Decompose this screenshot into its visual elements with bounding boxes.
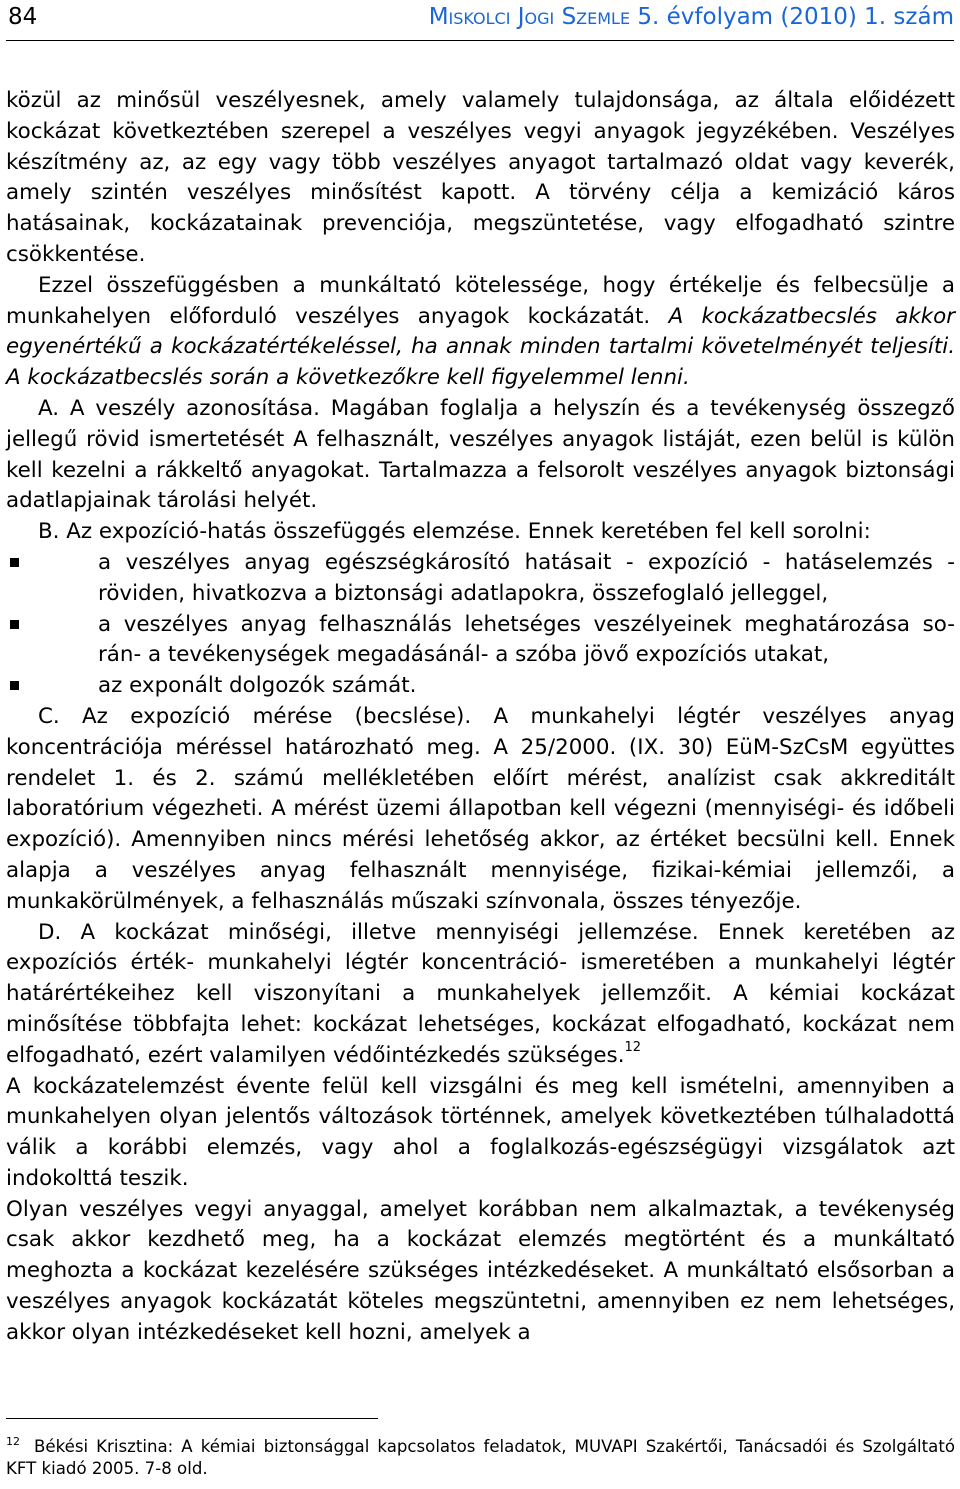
journal-name-part: Miskolci — [428, 4, 511, 30]
section-d — [6, 918, 955, 1072]
page-number: 84 — [8, 4, 38, 30]
page-header — [6, 2, 954, 32]
paragraph: Olyan veszélyes vegyi anyaggal, amelyet korábban nem alkalmaztak, a tevékenység csak akkor kezdhető meg, ha a kockázat elemzés megtörtént és a munkáltató meghozta a kockázat kezelésére szükséges intézkedéseket. A munkáltató elsősorban a veszélyes anyagok kockázatát köteles megszüntetni, amennyiben ez nem lehetséges, akkor olyan intézkedéseket kell hozni, amelyek a — [6, 1196, 955, 1345]
footnote-mark: 12 — [6, 1435, 20, 1449]
header-rule — [6, 40, 954, 41]
italic-sentence: A kockázatbecslés akkor egyenértékű a kockázatértékeléssel, ha annak minden tartalmi követelményét teljesíti. — [6, 303, 955, 360]
section-a — [6, 394, 955, 517]
body-text — [6, 86, 955, 1349]
sentence: közül az minősül veszélyesnek, amely valamely tulajdonsága, az általa előidézett kockázat következtében szerepel a veszélyes vegyi anyagok jegyzékében. Veszélyes készítmény az, az egy vagy több veszélyes anyagot tartalmazó oldat vagy keverék, amely szintén veszélyes minősítést kapott. — [6, 88, 955, 206]
section-heading: C. Az expozíció mérése (becslése). — [38, 703, 472, 729]
section-heading: A. A veszély azonosítása. — [38, 395, 320, 421]
square-bullet-icon — [10, 558, 19, 567]
sentence: A munkahelyi légtér veszélyes anyag koncentrációja méréssel határozható meg. A 25/2000. (IX. 30) EüM-SzCsM együttes rendelet 1. és 2. számú mellékletében előírt mérést, analízist csak akkreditált laboratórium végezheti. — [6, 703, 955, 822]
list-item — [6, 671, 955, 702]
sentence: Ennek keretében az expozíciós érték- munkahelyi légtér koncentráció- ismeretében a munkahelyi légtér határértékeihez kell viszonyítani a munkahelyek jellemzőit. — [6, 919, 955, 1007]
list-item-text: az exponált dolgozók számát. — [98, 673, 417, 699]
sentence: Ezzel összefüggésben a munkáltató kötelessége, hogy értékelje és felbecsülje a munkahelyen előforduló veszélyes anyagok kockázatát. — [6, 272, 955, 329]
journal-name-part: Szemle — [561, 4, 631, 30]
footnote-rule — [6, 1418, 378, 1419]
sentence: A mérést üzemi állapotban kell végezni (mennyiségi- és időbeli expozíció). — [6, 796, 955, 853]
square-bullet-icon — [10, 620, 19, 629]
italic-sentence: A kockázatbecslés során a következőkre kell figyelemmel lenni. — [6, 365, 690, 391]
sentence: Ennek keretében fel kell sorolni: — [527, 519, 871, 545]
section-b — [6, 517, 955, 548]
footnote-text: Békési Krisztina: A kémiai biztonsággal kapcsolatos feladatok, MUVAPI Szakértői, Tanácsadói és Szolgáltató KFT kiadó 2005. 7-8 old. — [6, 1437, 955, 1478]
list-item — [6, 548, 955, 610]
sentence: A törvény célja a kemizáció káros hatásainak, kockázatainak prevenciója, megszüntetése, vagy elfogadható szintre csökkentése. — [6, 180, 955, 267]
paragraph — [6, 271, 955, 394]
running-title — [429, 2, 954, 32]
list-item-text: a veszélyes anyag felhasználás lehetséges veszélyeinek meghatározása so-rán- a tevékenységek megadásánál- a szóba jövő expozíciós utakat, — [98, 611, 955, 668]
list-item-text: a veszélyes anyag egészségkárosító hatásait - expozíció - hatáselemzés - röviden, hivatkozva a biztonsági adatlapokra, összefoglaló jelleggel, — [98, 549, 955, 606]
section-heading: B. Az expozíció-hatás összefüggés elemzése. — [38, 519, 521, 545]
square-bullet-icon — [10, 681, 19, 690]
sentence: Amennyiben nincs mérési lehetőség akkor, az értéket becsülni kell. — [131, 827, 879, 853]
sentence: Magában foglalja a helyszín és a tevékenység összegző jellegű rövid ismertetését A felhasznált, veszélyes anyagok listáját, ezen belül is külön kell kezelni a rákkeltő anyagokat. — [6, 395, 955, 483]
paragraph — [6, 86, 955, 271]
paragraph: A kockázatelemzést évente felül kell vizsgálni és meg kell ismételni, amennyiben a munkahelyen olyan jelentős változások történnek, amelyek következtében túlhaladottá válik a korábbi elemzés, vagy ahol a foglalkozás-egészségügyi vizsgálatok azt indokolttá teszik. — [6, 1073, 955, 1191]
volume-info: 5. évfolyam (2010) 1. szám — [637, 4, 954, 30]
footnote — [6, 1436, 955, 1480]
sentence: Tartalmazza a felsorolt veszélyes anyagok biztonsági adatlapjainak tárolási helyét. — [6, 457, 955, 514]
section-heading: D. A kockázat minőségi, illetve mennyiségi jellemzése. — [38, 919, 699, 945]
sentence: A kémiai kockázat minősítése többfajta lehet: kockázat lehetséges, kockázat elfogadható, kockázat nem elfogadható, ezért valamilyen védőintézkedés szükséges. — [6, 981, 955, 1068]
journal-name-part: Jogi — [517, 4, 555, 30]
sentence: Ennek alapja a veszélyes anyag felhasznált mennyisége, fizikai-kémiai jellemzői, a munkakörülmények, a felhasználás műszaki színvonala, összes tényezője. — [6, 827, 955, 914]
section-c — [6, 702, 955, 918]
list-item — [6, 610, 955, 672]
footnote-reference[interactable]: 12 — [624, 1039, 642, 1055]
bullet-list — [6, 548, 955, 702]
